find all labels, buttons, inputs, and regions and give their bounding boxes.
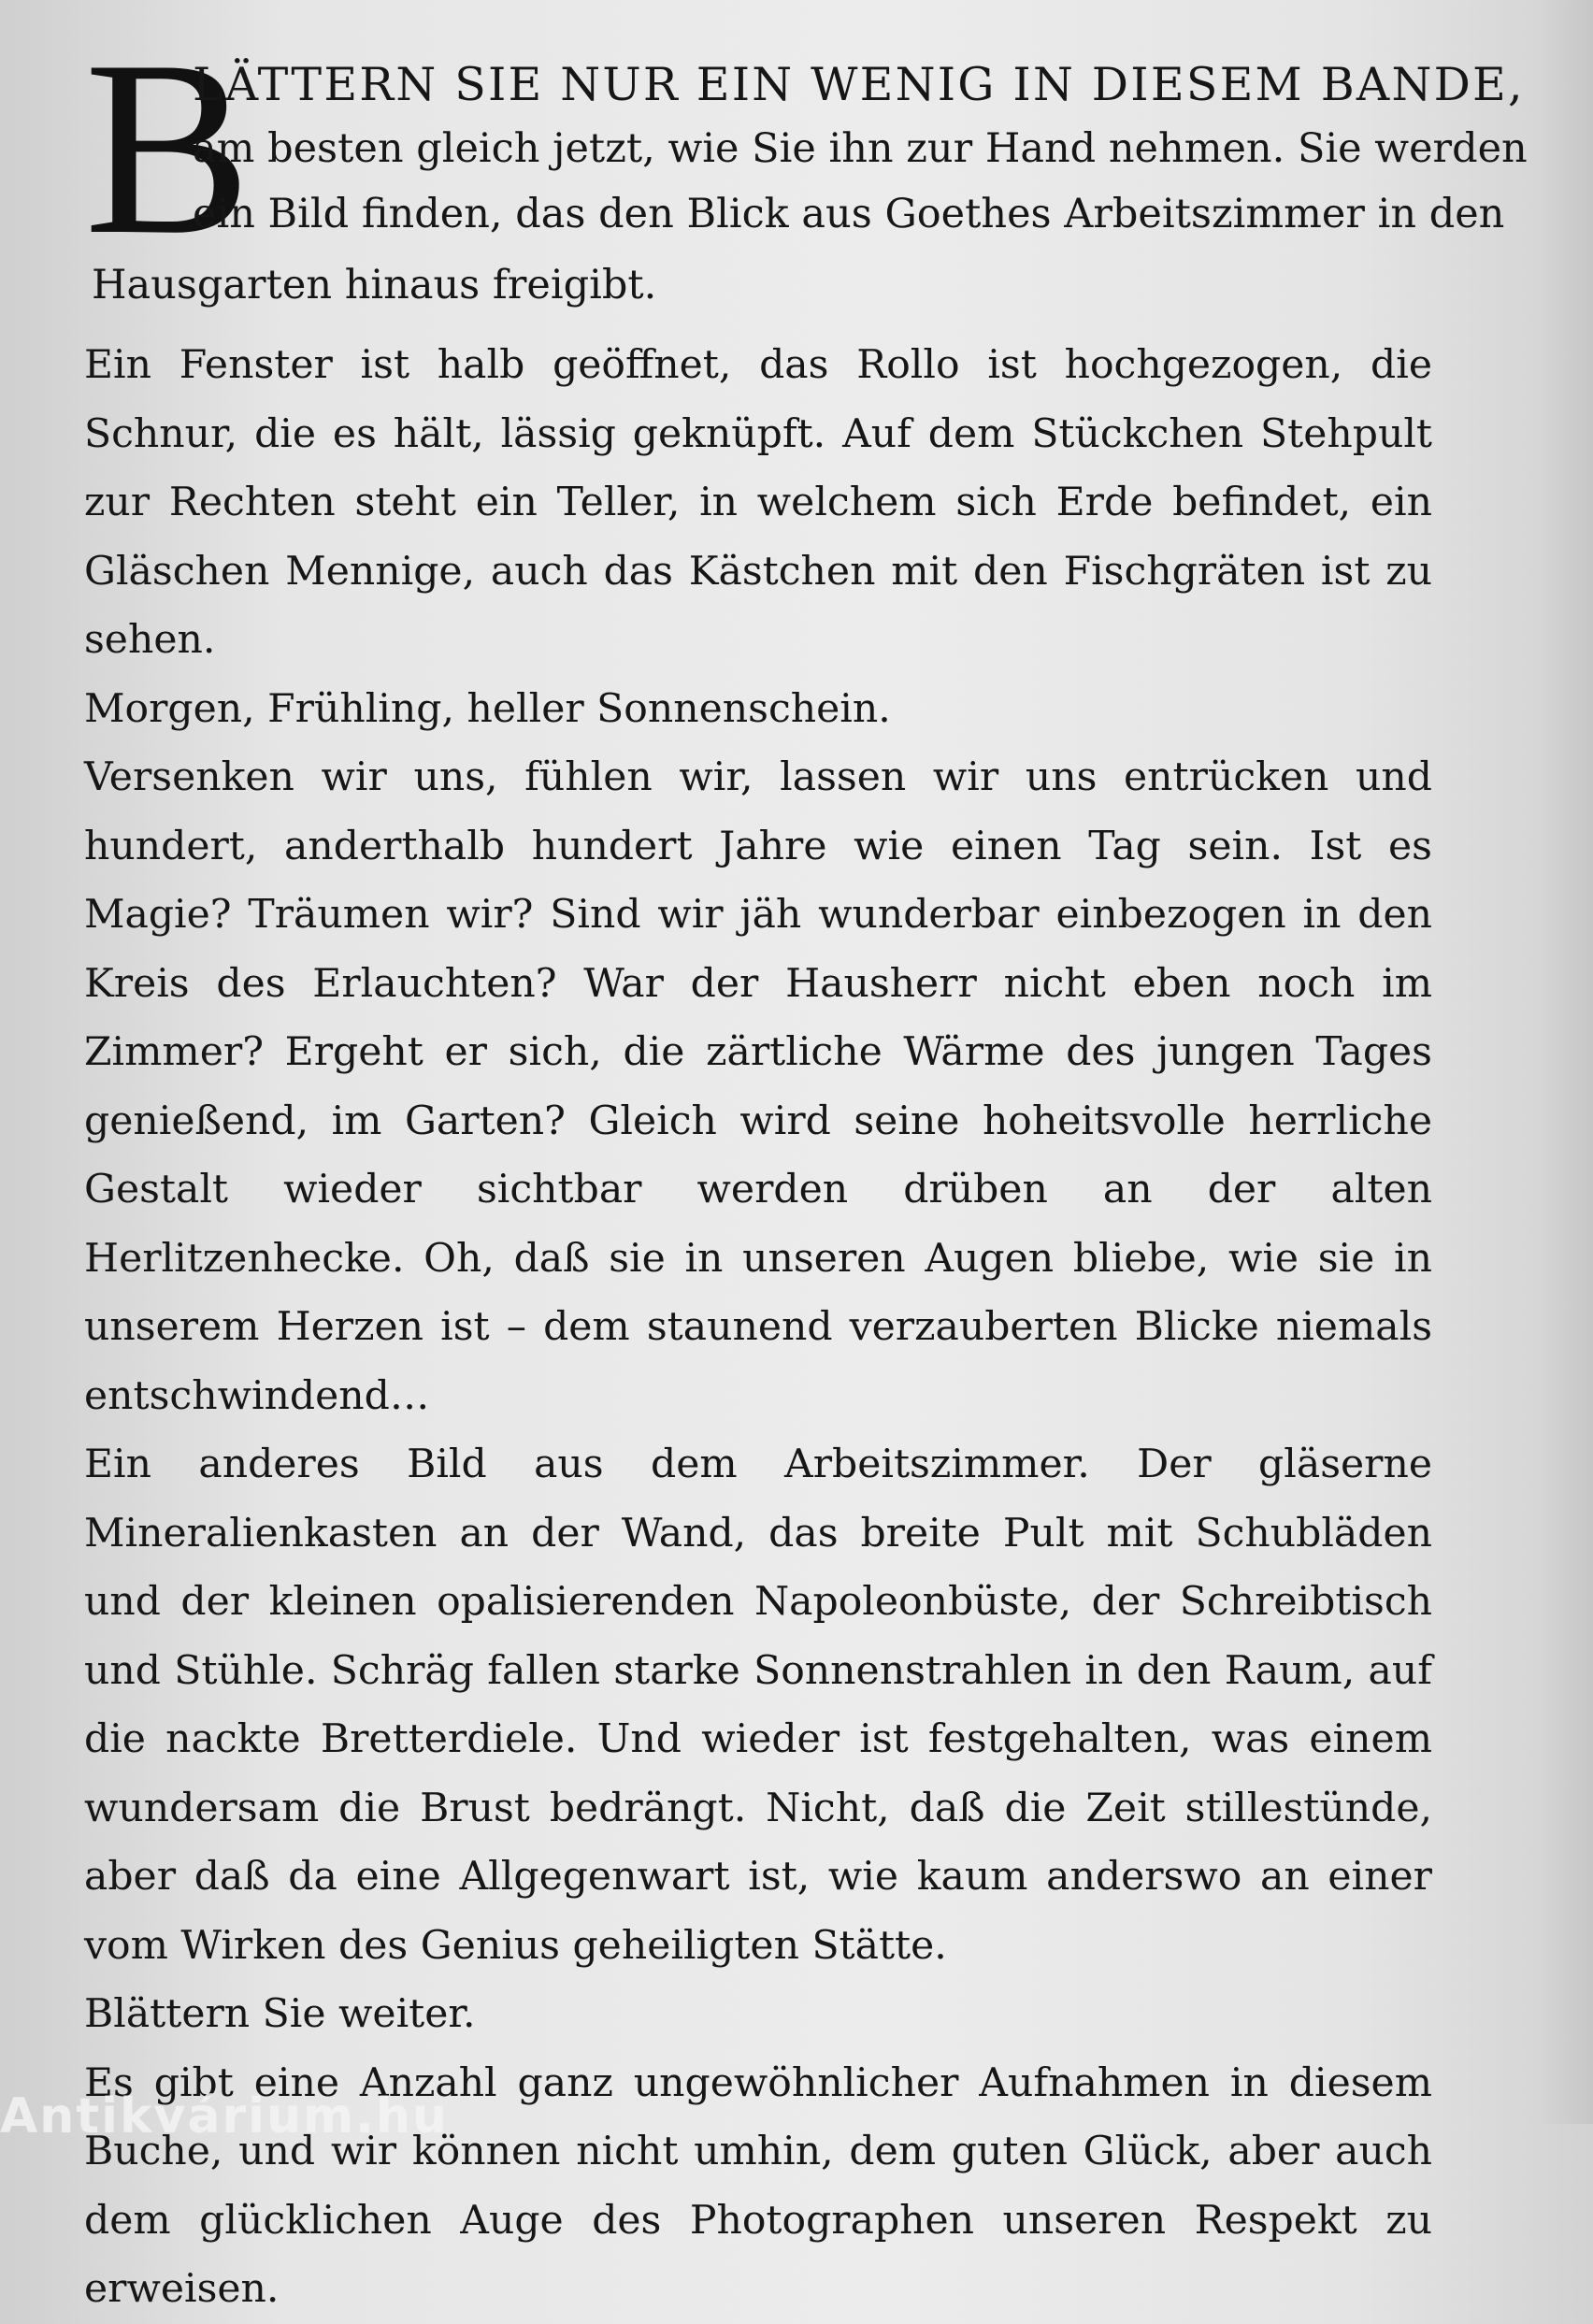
opening-paragraph bbox=[84, 8, 1528, 331]
paragraph-another-picture: Ein anderes Bild aus dem Arbeitszimmer. Der gläserne Mineralienkasten an der Wand, das breite Pult mit Schubläden und der kleinen opalisierenden Napoleonbüste, der Schreibtisch und Stühle. Schräg fallen starke Sonnenstrahlen in den Raum, auf die nackte Bretterdiele. Und wieder ist festgehalten, was einem wundersam die Brust bedrängt. Nicht, daß die Zeit stillestünde, aber daß da eine Allgegenwart ist, wie kaum anderswo an einer vom Wirken des Genius geheiligten Stätte. bbox=[84, 1442, 1432, 1969]
paragraph-morning: Morgen, Frühling, heller Sonnenschein. bbox=[84, 685, 891, 732]
drop-cap: B bbox=[84, 8, 251, 286]
paragraph-photographs: Es gibt eine Anzahl ganz ungewöhnlicher Aufnahmen in diesem Buche, und wir können nicht umhin, dem guten Glück, aber auch dem glücklichen Auge des Photographen unseren Respekt zu erweisen. bbox=[84, 2059, 1432, 2312]
opening-small-caps-line: LÄTTERN SIE NUR EIN WENIG IN DIESEM BANDE, bbox=[193, 58, 1525, 111]
page-edge-shadow bbox=[1537, 0, 1593, 2124]
text-block bbox=[84, 8, 1528, 2324]
opening-line-2: am besten gleich jetzt, wie Sie ihn zur Hand nehmen. Sie werden bbox=[193, 125, 1528, 172]
opening-line-3: ein Bild finden, das den Blick aus Goethes Arbeitszimmer in den bbox=[193, 191, 1505, 237]
paragraph-window: Ein Fenster ist halb geöffnet, das Rollo ist hochgezogen, die Schnur, die es hält, lässig geknüpft. Auf dem Stückchen Stehpult zur Rechten steht ein Teller, in welchem sich Erde befindet, ein Gläschen Mennige, auch das Kästchen mit den Fischgräten ist zu sehen. bbox=[84, 342, 1432, 663]
opening-line-4: Hausgarten hinaus freigibt. bbox=[92, 262, 657, 308]
paragraph-versenken: Versenken wir uns, fühlen wir, lassen wir uns entrücken und hundert, anderthalb hundert Jahre wie einen Tag sein. Ist es Magie? Träumen wir? Sind wir jäh wunderbar einbezogen in den Kreis des Erlauchten? War der Hausherr nicht eben noch im Zimmer? Ergeht er sich, die zärtliche Wärme des jungen Tages genießend, im Garten? Gleich wird seine hoheitsvolle herrliche Gestalt wieder sichtbar werden drüben an der alten Herlitzenhecke. Oh, daß sie in unseren Augen bliebe, wie sie in unserem Herzen ist – dem staunend verzauberten Blicke niemals entschwindend… bbox=[84, 754, 1432, 1419]
watermark-text: Antikvárium.hu bbox=[0, 2088, 449, 2145]
paragraph-turn-pages: Blättern Sie weiter. bbox=[84, 1991, 476, 2037]
